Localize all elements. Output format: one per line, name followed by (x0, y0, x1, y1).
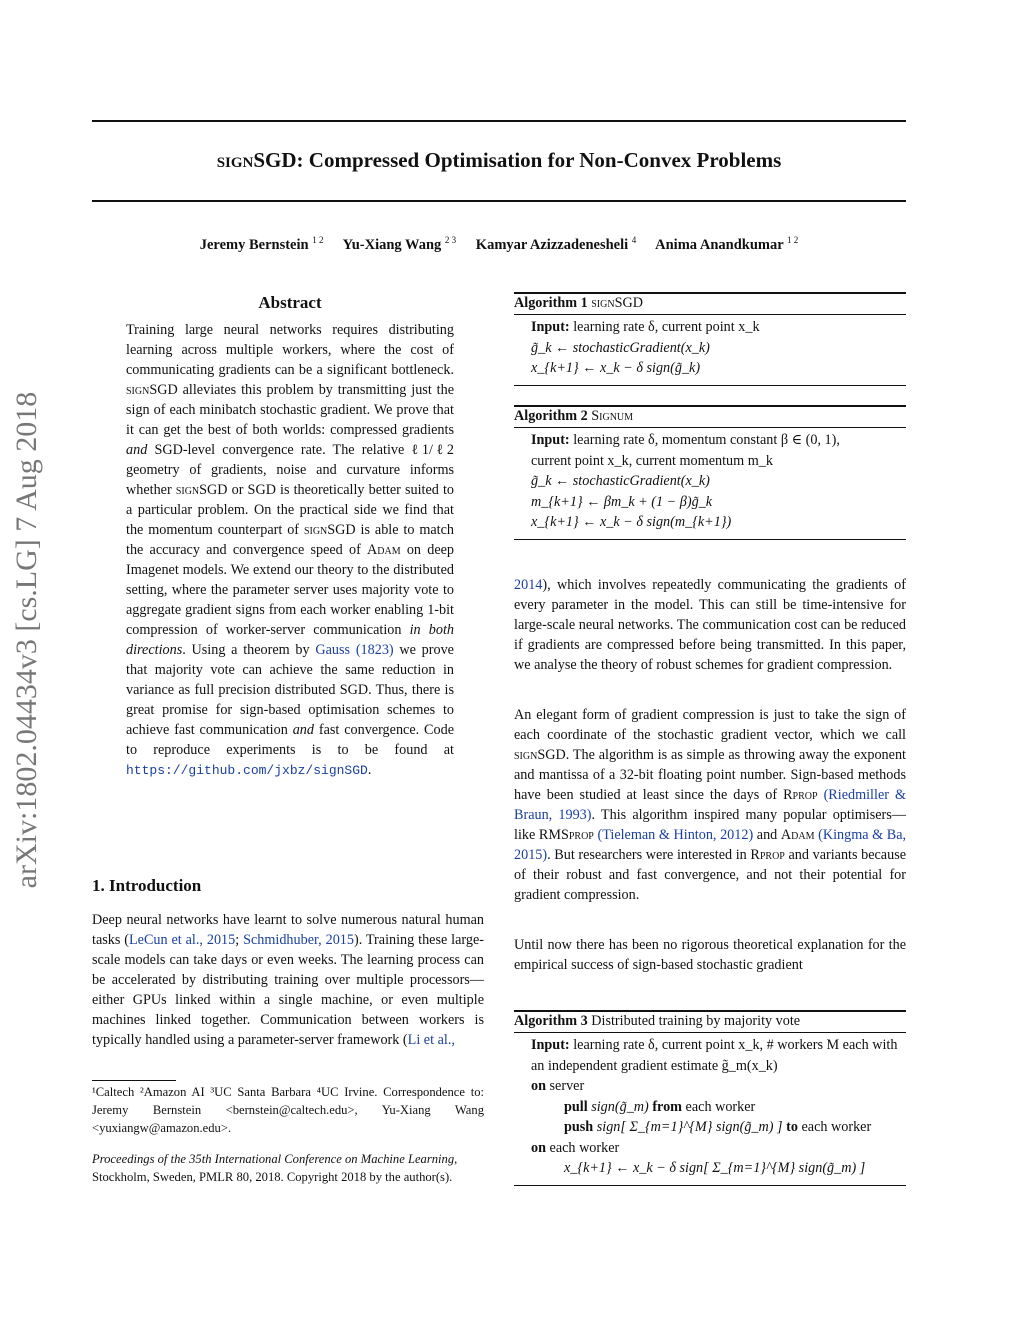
cite-tieleman[interactable]: (Tieleman & Hinton, 2012) (597, 827, 754, 843)
code-url-link[interactable]: https://github.com/jxbz/signSGD (126, 763, 368, 778)
cite-lecun[interactable]: LeCun et al., 2015 (129, 932, 236, 948)
author-1-aff: 1 2 (312, 235, 324, 245)
footnote-rule (92, 1080, 176, 1081)
title-rest: : Compressed Optimisation for Non-Convex Problems (296, 148, 782, 172)
author-2-aff: 2 3 (444, 235, 457, 245)
cite-gauss-year[interactable]: (1823) (355, 642, 394, 658)
algorithm-2: Algorithm 2 Signum Input: learning rate δ, momentum constant β ∈ (0, 1), current point x_k, current momentum m_k g̃_k ← stochasticGradient(x_k) m_{k+1} ← βm_k + (1 − β)g̃_k x_{k+1} ← x_k − δ sign(m_{k+1}) (514, 405, 906, 540)
cite-schmidhuber[interactable]: Schmidhuber, 2015 (243, 932, 354, 948)
title-signsgd: signSGD (216, 148, 297, 172)
right-para-2: An elegant form of gradient compression is just to take the sign of each coordinate of the stochastic gradient vector, which we call signSGD. The algorithm is as simple as throwing away the exponent and mantissa of a 32-bit floating point number. Sign-based methods have been studied at least since the days of Rprop (Riedmiller & Braun, 1993). This algorithm inspired many popular optimisers—like RMSprop (Tieleman & Hinton, 2012) and Adam (Kingma & Ba, 2015). But researchers were interested in Rprop and variants because of their robust and fast convergence, and not their potential for gradient compression. (514, 707, 907, 903)
author-4: Anima Anandkumar (655, 236, 784, 253)
paper-title (92, 148, 906, 173)
abstract-heading: Abstract (258, 293, 322, 312)
affiliation-footnote: ¹Caltech ²Amazon AI ³UC Santa Barbara ⁴UC Irvine. Correspondence to: Jeremy Bernstein <bernstein@caltech.edu>, Yu-Xiang Wang <yuxiangw@amazon.edu>. (92, 1085, 484, 1135)
author-3-aff: 4 (631, 235, 637, 245)
author-2: Yu-Xiang Wang (342, 236, 442, 253)
cite-kingma[interactable]: (Kingma & Ba, 2015) (514, 827, 907, 863)
author-list (92, 235, 906, 254)
arxiv-id: arXiv:1802.04434v3 [cs.LG] 7 Aug 2018 (10, 391, 43, 889)
algorithm-3: Algorithm 3 Distributed training by majority vote Input: learning rate δ, current point x_k, # workers M each with an independent gradient estimate g̃_m(x_k) on server pull sign(g̃_m) from each worker push sign[ Σ_{m=1}^{M} sign(g̃_m) ] to each worker on each worker x_{k+1} ← x_k − δ sign[ Σ_{m=1}^{M} sign(g̃_m) ] (514, 1010, 906, 1186)
algorithm-1: Algorithm 1 signSGD Input: learning rate δ, current point x_k g̃_k ← stochasticGradient(x_k) x_{k+1} ← x_k − δ sign(g̃_k) (514, 292, 906, 386)
cite-riedmiller[interactable]: (Riedmiller & Braun, 1993) (514, 787, 906, 823)
title-bottom-rule (92, 200, 906, 202)
proceedings-note: Proceedings of the 35th International Conference on Machine Learning, Stockholm, Sweden, PMLR 80, 2018. Copyright 2018 by the author(s). (92, 1152, 458, 1184)
intro-heading: 1. Introduction (92, 876, 202, 895)
right-para-3: Until now there has been no rigorous theoretical explanation for the empirical success of sign-based stochastic gradient (514, 937, 906, 973)
cite-li-year[interactable]: 2014 (514, 577, 543, 593)
cite-gauss[interactable]: Gauss (315, 642, 351, 658)
abstract-body: Training large neural networks requires distributing learning across multiple workers, where the cost of communicating gradients can be a significant bottleneck. signSGD alleviates this problem by transmitting just the sign of each minibatch stochastic gradient. We prove that it can get the best of both worlds: compressed gradients and SGD-level convergence rate. The relative ℓ1/ℓ2 geometry of gradients, noise and curvature informs whether signSGD or SGD is theoretically better suited to a particular problem. On the practical side we find that the momentum counterpart of signSGD is able to match the accuracy and convergence speed of Adam on deep Imagenet models. We extend our theory to the distributed setting, where the parameter server uses majority vote to aggregate gradient signs from each worker enabling 1-bit compression of worker-server communication in both directions. Using a theorem by Gauss (1823) we prove that majority vote can achieve the same reduction in variance as full precision distributed SGD. Thus, there is great promise for sign-based optimisation schemes to achieve fast communication and fast convergence. Code to reproduce experiments is to be found at https://github.com/jxbz/signSGD. (126, 322, 455, 778)
author-1: Jeremy Bernstein (199, 236, 309, 253)
title-top-rule (92, 120, 906, 122)
cite-li[interactable]: Li et al., (407, 1032, 455, 1048)
right-para-1: 2014), which involves repeatedly communicating the gradients of every parameter in the model. This can still be time-intensive for large-scale neural networks. The communication cost can be reduced if gradients are compressed before being transmitted. In this paper, we analyse the theory of robust schemes for gradient compression. (514, 577, 906, 673)
author-3: Kamyar Azizzadenesheli (475, 236, 629, 253)
intro-body: Deep neural networks have learnt to solve numerous natural human tasks (LeCun et al., 2015; Schmidhuber, 2015). Training these large-scale models can take days or even weeks. The learning process can be accelerated by distributing training over multiple processors—either GPUs linked within a single machine, or even multiple machines linked together. Communication between workers is typically handled using a parameter-server framework (Li et al., (92, 912, 484, 1048)
author-4-aff: 1 2 (787, 235, 799, 245)
